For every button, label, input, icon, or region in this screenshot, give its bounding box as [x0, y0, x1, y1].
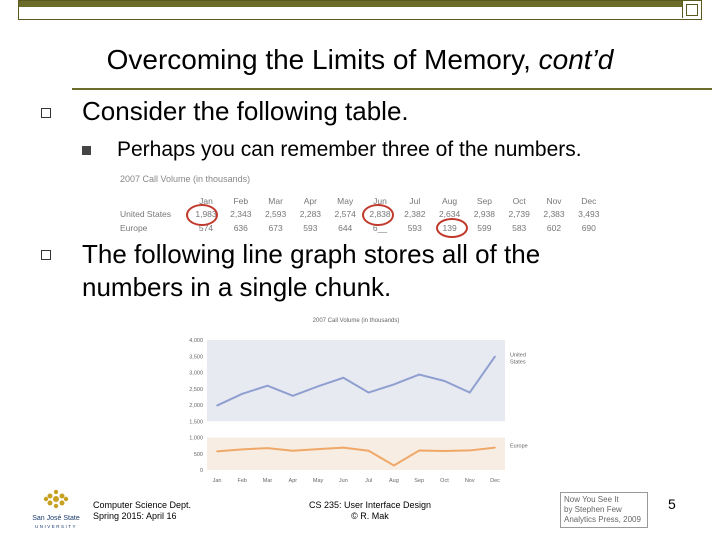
data-point [494, 356, 496, 358]
footer-left [93, 500, 191, 522]
table-month-header: Mar [268, 196, 283, 206]
data-point [343, 377, 345, 379]
data-point [444, 450, 446, 452]
x-tick-label: Nov [464, 478, 475, 484]
bullet-text-1: Consider the following table. [82, 96, 409, 126]
table-month-header: Dec [581, 196, 597, 206]
book-credit [560, 492, 648, 528]
sub-bullet-text: Perhaps you can remember three of the numbers. [117, 138, 582, 161]
data-point [368, 450, 370, 452]
table-row-label: Europe [120, 223, 148, 233]
data-point [241, 393, 243, 395]
bullet-text-2 [82, 238, 540, 304]
europe-plot-band [207, 438, 505, 471]
bullet-square-icon [41, 108, 51, 118]
data-point [267, 447, 269, 449]
data-point [216, 405, 218, 407]
us-plot-band [207, 340, 505, 421]
y-tick-label: 1,000 [189, 435, 203, 442]
call-volume-table [118, 170, 608, 236]
data-point [444, 380, 446, 382]
table-cell: 6__ [372, 223, 388, 233]
table-cell: 583 [512, 223, 527, 233]
x-tick-label: Dec [490, 478, 500, 484]
data-point [343, 447, 345, 449]
data-point [368, 392, 370, 394]
table-cell: 2,739 [508, 209, 530, 219]
x-tick-label: Mar [262, 478, 273, 484]
table-cell: 644 [338, 223, 353, 233]
table-cell: 673 [268, 223, 283, 233]
table-cell: 593 [407, 223, 422, 233]
corner-box-icon [682, 1, 701, 18]
bullet-text-2-line2: numbers in a single chunk. [82, 272, 392, 302]
data-point [267, 385, 269, 387]
top-decorative-bar [18, 0, 702, 20]
table-cell: 139 [442, 223, 457, 233]
x-tick-label: Jan [212, 478, 222, 484]
x-tick-label: Feb [237, 478, 248, 484]
book-author: by Stephen Few [564, 505, 622, 514]
table-caption: 2007 Call Volume (in thousands) [120, 174, 251, 184]
table-cell: 2,343 [230, 209, 252, 219]
x-tick-label: Jul [365, 478, 373, 484]
table-month-header: Aug [442, 196, 458, 206]
highlight-circle-jun [362, 204, 394, 226]
data-point [241, 449, 243, 451]
book-title: Now You See It [564, 495, 619, 504]
table-month-header: Feb [233, 196, 249, 206]
table-cell: 2,838 [369, 209, 391, 219]
table-cell: 2,938 [473, 209, 496, 219]
slide-title [0, 44, 720, 76]
series-label: Europe [510, 443, 528, 450]
table-cell: 574 [198, 223, 214, 233]
table-month-header: Sep [476, 196, 492, 206]
chart-title: 2007 Call Volume (in thousands) [312, 318, 400, 324]
table-cell: 2,593 [264, 209, 287, 219]
table-month-header: Jun [373, 196, 387, 206]
data-point [418, 374, 420, 376]
highlight-circle-aug [436, 218, 468, 238]
table-row-label: United States [120, 209, 172, 219]
table-cell: 2,383 [543, 209, 565, 219]
footer-center [300, 500, 440, 522]
data-point [292, 395, 294, 397]
footer-date: Spring 2015: April 16 [93, 511, 177, 521]
table-cell: 636 [233, 223, 248, 233]
highlight-circle-jan [186, 204, 218, 226]
x-tick-label: Aug [389, 478, 399, 484]
table-month-header: May [337, 196, 354, 206]
table-cell: 2,574 [334, 209, 356, 219]
table-cell: 2,382 [404, 209, 426, 219]
call-volume-line-chart [165, 310, 540, 495]
data-point [216, 451, 218, 453]
data-point [418, 450, 420, 452]
bullet-text-2-line1: The following line graph stores all of the [82, 239, 541, 269]
footer-course: CS 235: User Interface Design [308, 500, 432, 510]
title-text: Overcoming the Limits of Memory, [106, 44, 539, 75]
table-month-header: Jan [199, 196, 213, 206]
table-cell: 2,634 [438, 209, 461, 219]
y-tick-label: 4,000 [189, 338, 203, 344]
y-tick-label: 2,000 [189, 403, 203, 409]
x-tick-label: Sep [414, 478, 425, 484]
table-month-header: Oct [512, 196, 526, 206]
x-tick-label: Oct [440, 478, 449, 484]
series-label: United [510, 352, 526, 359]
y-tick-label: 3,500 [189, 354, 203, 361]
y-tick-label: 3,000 [189, 370, 203, 377]
data-point [469, 450, 471, 452]
x-tick-label: May [312, 478, 324, 484]
sjsu-logo-icon [30, 488, 82, 530]
table-cell: 2,283 [299, 209, 322, 219]
page-number: 5 [668, 496, 676, 512]
footer-author: © R. Mak [351, 511, 389, 521]
table-cell: 1,983 [195, 209, 217, 219]
y-tick-label: 2,500 [189, 386, 203, 393]
logo-text-1: San José State [32, 515, 80, 522]
table-month-header: Nov [546, 196, 562, 206]
title-rule [72, 88, 712, 90]
data-point [292, 450, 294, 452]
table-cell: 690 [581, 223, 596, 233]
table-cell: 3,493 [578, 209, 600, 219]
x-tick-label: Jun [338, 478, 348, 484]
title-italic: cont’d [538, 44, 614, 75]
x-tick-label: Apr [288, 478, 298, 484]
y-tick-label: 500 [193, 451, 203, 458]
series-label: States [510, 359, 526, 366]
data-point [317, 386, 319, 388]
top-strip [19, 1, 701, 7]
table-month-header: Apr [303, 196, 317, 206]
sub-bullet-icon [82, 146, 91, 155]
y-tick-label: 0 [199, 468, 203, 474]
logo-text-2: UNIVERSITY [34, 524, 78, 529]
table-month-header: Jul [409, 196, 421, 206]
y-tick-label: 1,500 [189, 419, 203, 426]
book-publisher: Analytics Press, 2009 [564, 515, 641, 524]
table-cell: 593 [303, 223, 318, 233]
bullet-square-icon [41, 250, 51, 260]
table-cell: 599 [477, 223, 492, 233]
data-point [494, 447, 496, 449]
data-point [393, 465, 395, 467]
data-point [317, 448, 319, 450]
footer-dept: Computer Science Dept. [93, 500, 192, 510]
data-point [469, 392, 471, 394]
data-point [393, 384, 395, 386]
table-cell: 602 [546, 223, 562, 233]
